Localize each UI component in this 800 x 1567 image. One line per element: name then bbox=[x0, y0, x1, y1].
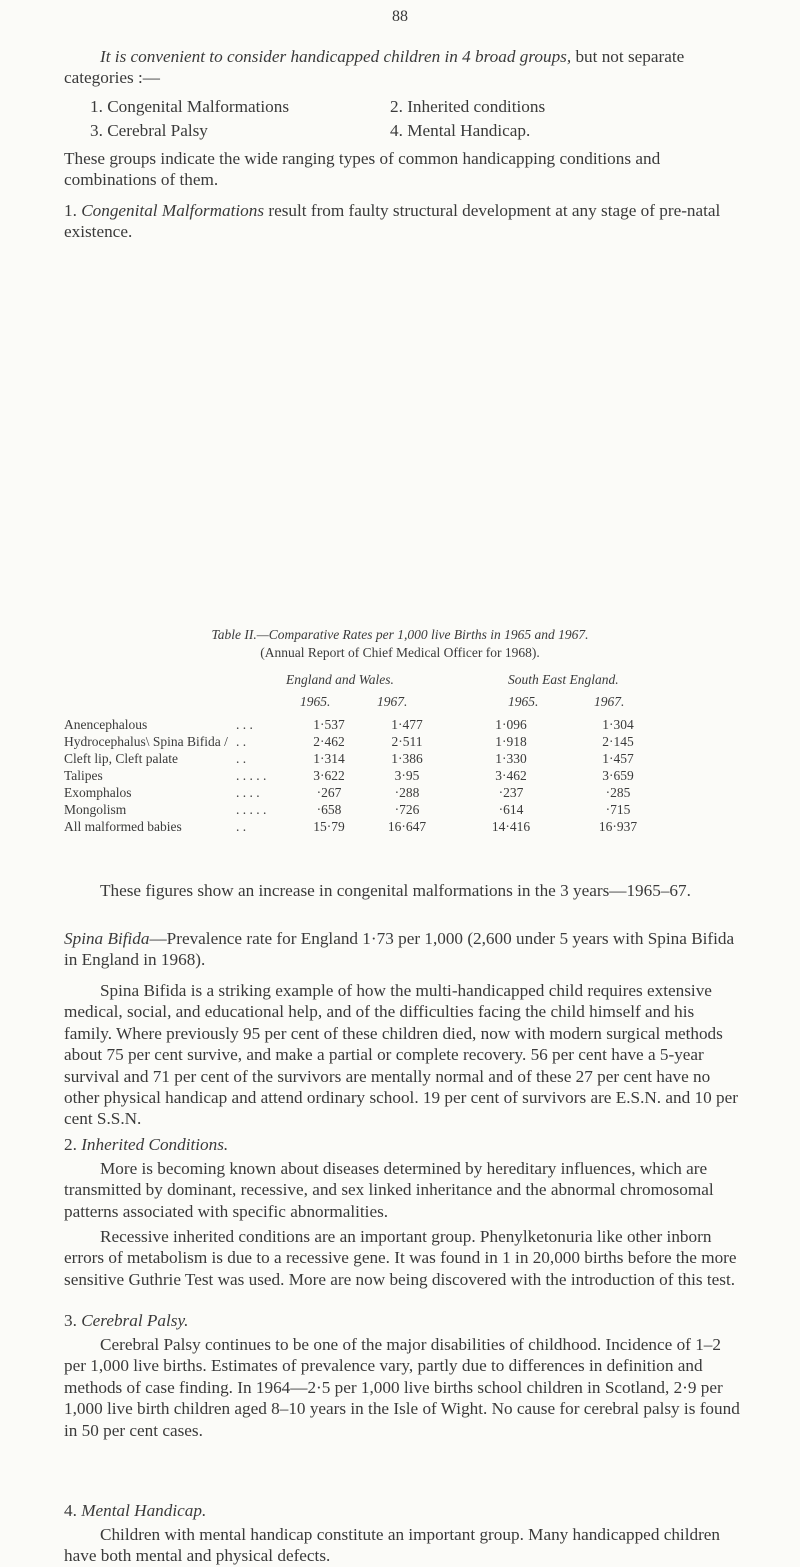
rate-value: 2·511 bbox=[391, 734, 423, 749]
row-label: All malformed babies bbox=[64, 819, 182, 834]
row-leader-dots: . . bbox=[236, 819, 247, 834]
table-row bbox=[64, 767, 660, 784]
group-item-1: 1. Congenital Malformations bbox=[90, 97, 290, 116]
row-leader-dots: . . . . bbox=[236, 785, 260, 800]
groups-description: These groups indicate the wide ranging types of common handicapping conditions and combinations of them. bbox=[64, 149, 661, 190]
rate-value: ·237 bbox=[498, 785, 524, 800]
rate-value: 1·537 bbox=[313, 717, 345, 732]
rate-value: ·285 bbox=[605, 785, 631, 800]
table-source: (Annual Report of Chief Medical Officer for 1968). bbox=[260, 645, 540, 660]
year-header: 1965. bbox=[300, 694, 331, 709]
cerebral-paragraph: Cerebral Palsy continues to be one of the major disabilities of childhood. Incidence of 1–2 per 1,000 live births. Estimates of prevalence vary, partly due to differences in definition and methods of case finding. In 1964—2·5 per 1,000 live births school children in Scotland, 2·9 per 1,000 live birth children aged 8–10 years in the Isle of Wight. No cause for cerebral palsy is found in 50 per cent cases. bbox=[64, 1335, 740, 1440]
rate-value: 1·330 bbox=[495, 751, 527, 766]
year-header: 1967. bbox=[377, 694, 408, 709]
group-item-3: 3. Cerebral Palsy bbox=[90, 121, 208, 140]
row-label: Cleft lip, Cleft palate bbox=[64, 751, 178, 766]
mental-paragraph: Children with mental handicap constitute an important group. Many handicapped children have both mental and physical defects. bbox=[64, 1525, 721, 1566]
rate-value: 2·145 bbox=[602, 734, 634, 749]
row-label: Exomphalos bbox=[64, 785, 132, 800]
rate-value: 1·386 bbox=[391, 751, 423, 766]
table-row bbox=[64, 784, 660, 801]
rate-value: 3·659 bbox=[602, 768, 634, 783]
table-row bbox=[64, 818, 660, 835]
rate-value: 1·304 bbox=[602, 717, 634, 732]
row-leader-dots: . . . . . bbox=[236, 802, 267, 817]
inherited-title: Inherited Conditions. bbox=[81, 1135, 229, 1154]
mental-heading bbox=[64, 1500, 744, 1521]
spina-bifida-paragraph: Spina Bifida is a striking example of how the multi-handicapped child requires extensive medical, social, and educational help, and of the difficulties facing the child himself and his family. Where previously 95 per cent of these children died, now with modern surgical methods about 75 per cent survive, and make a partial or complete recovery. 56 per cent have a 5-year survival and 71 per cent of the survivors are mentally normal and of these 27 per cent have no other physical handicap and attend ordinary school. 19 per cent of survivors are E.S.N. and 10 per cent S.S.N. bbox=[64, 981, 738, 1129]
page-number: 88 bbox=[392, 8, 408, 25]
rate-value: 2·462 bbox=[313, 734, 345, 749]
inherited-paragraph-2: Recessive inherited conditions are an important group. Phenylketonuria like other inborn errors of metabolism is due to a recessive gene. It was found in 1 in 20,000 births before the more sensitive Guthrie Test was used. More are now being discovered with the introduction of this test. bbox=[64, 1227, 737, 1289]
rate-value: 14·416 bbox=[491, 819, 531, 834]
rate-value: 1·918 bbox=[495, 734, 527, 749]
table-row bbox=[64, 801, 660, 818]
spina-bifida-line: —Prevalence rate for England 1·73 per 1,000 (2,600 under 5 years with Spina Bifida in England in 1968). bbox=[64, 929, 735, 970]
row-label: Anencephalous bbox=[64, 717, 148, 732]
rate-value: ·288 bbox=[394, 785, 420, 800]
inherited-paragraph-1: More is becoming known about diseases determined by hereditary influences, which are transmitted by dominant, recessive, and sex linked inheritance and the abnormal chromosomal patterns associated with specific abnormalities. bbox=[64, 1159, 714, 1221]
inherited-heading bbox=[64, 1134, 744, 1155]
cerebral-heading bbox=[64, 1310, 744, 1331]
rate-value: 15·79 bbox=[313, 819, 345, 834]
group-item-2: 2. Inherited conditions bbox=[390, 97, 546, 116]
year-header: 1967. bbox=[594, 694, 625, 709]
group-item-4: 4. Mental Handicap. bbox=[390, 121, 531, 140]
inherited-number: 2. bbox=[64, 1135, 82, 1154]
intro-rest: but not separate categories :— bbox=[64, 47, 685, 88]
row-label: Hydrocephalus\ Spina Bifida / bbox=[64, 734, 228, 749]
rate-value: ·715 bbox=[605, 802, 631, 817]
table-group-south-east: South East England. bbox=[508, 672, 619, 687]
congenital-title: Congenital Malformations bbox=[81, 201, 265, 220]
cerebral-number: 3. bbox=[64, 1311, 82, 1330]
row-leader-dots: . . bbox=[236, 751, 247, 766]
rate-value: 3·622 bbox=[313, 768, 345, 783]
row-leader-dots: . . . bbox=[236, 717, 253, 732]
spina-bifida-heading-paragraph bbox=[64, 928, 744, 971]
intro-paragraph bbox=[64, 46, 744, 89]
rate-value: 1·096 bbox=[495, 717, 527, 732]
table-row bbox=[64, 733, 660, 750]
intro-lead: It is convenient to consider handicapped children in 4 broad groups, bbox=[100, 47, 572, 66]
year-header: 1965. bbox=[508, 694, 539, 709]
row-leader-dots: . . . . . bbox=[236, 768, 267, 783]
table-group-england-wales: England and Wales. bbox=[286, 672, 394, 687]
congenital-intro bbox=[64, 200, 744, 243]
rate-value: 3·95 bbox=[394, 768, 420, 783]
rate-value: 16·647 bbox=[387, 819, 427, 834]
cerebral-title: Cerebral Palsy. bbox=[81, 1311, 189, 1330]
row-label: Mongolism bbox=[64, 802, 127, 817]
table-row bbox=[64, 750, 660, 767]
rate-value: 1·457 bbox=[602, 751, 634, 766]
row-leader-dots: . . bbox=[236, 734, 247, 749]
mental-number: 4. bbox=[64, 1501, 82, 1520]
mental-title: Mental Handicap. bbox=[81, 1501, 207, 1520]
rate-value: 16·937 bbox=[598, 819, 638, 834]
table-row bbox=[64, 716, 660, 733]
congenital-text: result from faulty structural development at any stage of pre-natal existence. bbox=[64, 201, 721, 242]
malformation-rates-table bbox=[64, 716, 660, 835]
rate-value: 1·314 bbox=[313, 751, 345, 766]
rate-value: 3·462 bbox=[495, 768, 527, 783]
rate-value: 1·477 bbox=[391, 717, 423, 732]
rate-value: ·726 bbox=[394, 802, 420, 817]
congenital-number: 1. bbox=[64, 201, 82, 220]
figures-paragraph: These figures show an increase in congenital malformations in the 3 years—1965–67. bbox=[100, 881, 691, 900]
rate-value: ·658 bbox=[316, 802, 342, 817]
table-caption: Table II.—Comparative Rates per 1,000 live Births in 1965 and 1967. bbox=[211, 627, 589, 642]
rate-value: ·614 bbox=[498, 802, 524, 817]
rate-value: ·267 bbox=[316, 785, 342, 800]
row-label: Talipes bbox=[64, 768, 103, 783]
spina-bifida-title: Spina Bifida bbox=[64, 929, 150, 948]
